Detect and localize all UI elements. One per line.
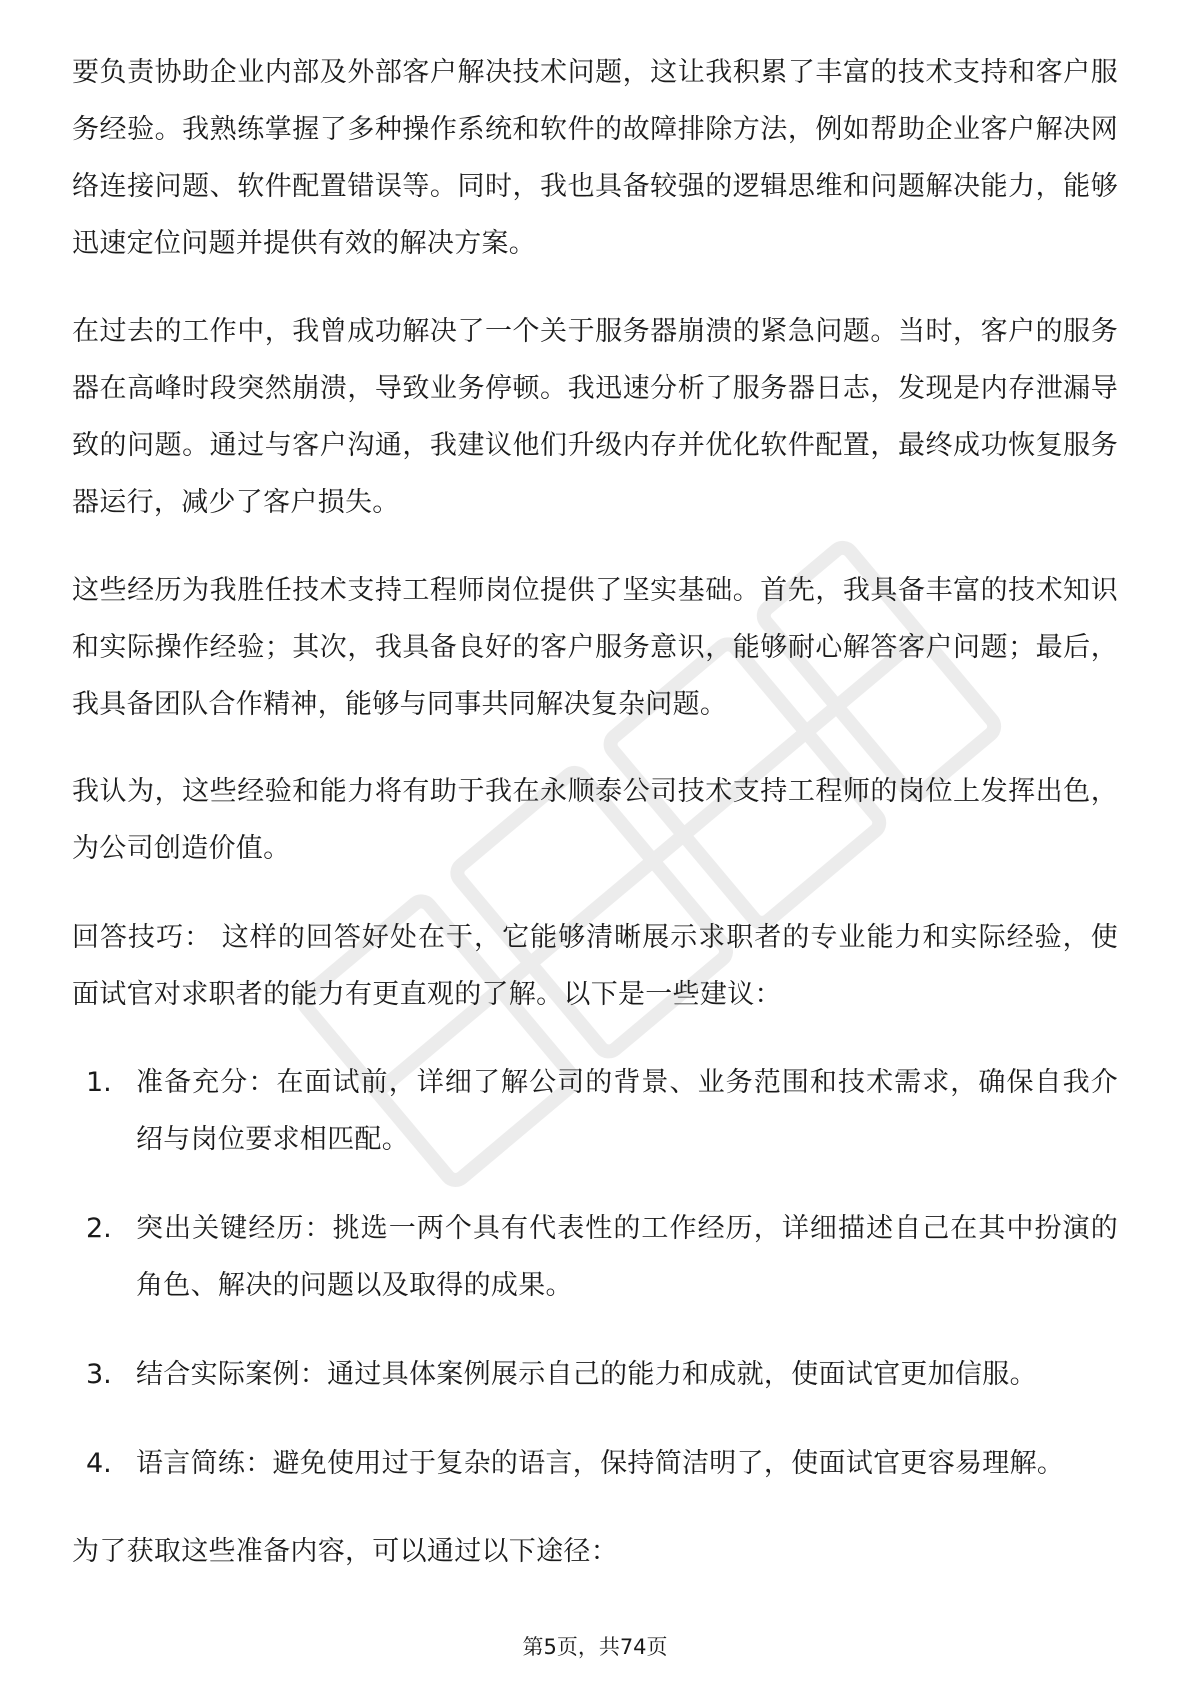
paragraph-closing: 为了获取这些准备内容，可以通过以下途径： xyxy=(72,1536,618,1567)
list-item-text: 结合实际案例：通过具体案例展示自己的能力和成就，使面试官更加信服。 xyxy=(136,1359,1037,1390)
list-item-number: 1. xyxy=(86,1067,112,1098)
list-item xyxy=(72,1200,1118,1314)
paragraph-qualifications: 这些经历为我胜任技术支持工程师岗位提供了坚实基础。首先，我具备丰富的技术知识和实际操作经验；其次，我具备良好的客户服务意识，能够耐心解答客户问题；最后，我具备团队合作精神，能够与同事共同解决复杂问题。 xyxy=(72,575,1118,720)
list-item xyxy=(72,1435,1118,1492)
list-item-text: 突出关键经历：挑选一两个具有代表性的工作经历，详细描述自己在其中扮演的角色、解决的问题以及取得的成果。 xyxy=(136,1213,1118,1301)
list-item-number: 2. xyxy=(86,1213,112,1244)
tips-list xyxy=(72,1054,1118,1492)
paragraph-experience-summary: 要负责协助企业内部及外部客户解决技术问题，这让我积累了丰富的技术支持和客户服务经验。我熟练掌握了多种操作系统和软件的故障排除方法，例如帮助企业客户解决网络连接问题、软件配置错误等。同时，我也具备较强的逻辑思维和问题解决能力，能够迅速定位问题并提供有效的解决方案。 xyxy=(72,57,1118,259)
paragraph-conclusion: 我认为，这些经验和能力将有助于我在永顺泰公司技术支持工程师的岗位上发挥出色，为公司创造价值。 xyxy=(72,776,1118,864)
list-item-text: 准备充分：在面试前，详细了解公司的背景、业务范围和技术需求，确保自我介绍与岗位要求相匹配。 xyxy=(136,1067,1118,1155)
list-item-text: 语言简练：避免使用过于复杂的语言，保持简洁明了，使面试官更容易理解。 xyxy=(136,1448,1065,1479)
list-item xyxy=(72,1346,1118,1403)
list-item xyxy=(72,1054,1118,1168)
list-item-number: 4. xyxy=(86,1448,112,1479)
paragraph-answer-tips: 回答技巧： 这样的回答好处在于，它能够清晰展示求职者的专业能力和实际经验，使面试官对求职者的能力有更直观的了解。以下是一些建议： xyxy=(72,922,1118,1010)
page-number-footer: 第5页，共74页 xyxy=(522,1635,668,1659)
paragraph-server-case: 在过去的工作中，我曾成功解决了一个关于服务器崩溃的紧急问题。当时，客户的服务器在高峰时段突然崩溃，导致业务停顿。我迅速分析了服务器日志，发现是内存泄漏导致的问题。通过与客户沟通，我建议他们升级内存并优化软件配置，最终成功恢复服务器运行，减少了客户损失。 xyxy=(72,316,1118,518)
list-item-number: 3. xyxy=(86,1359,112,1390)
document-body xyxy=(72,44,1118,1580)
